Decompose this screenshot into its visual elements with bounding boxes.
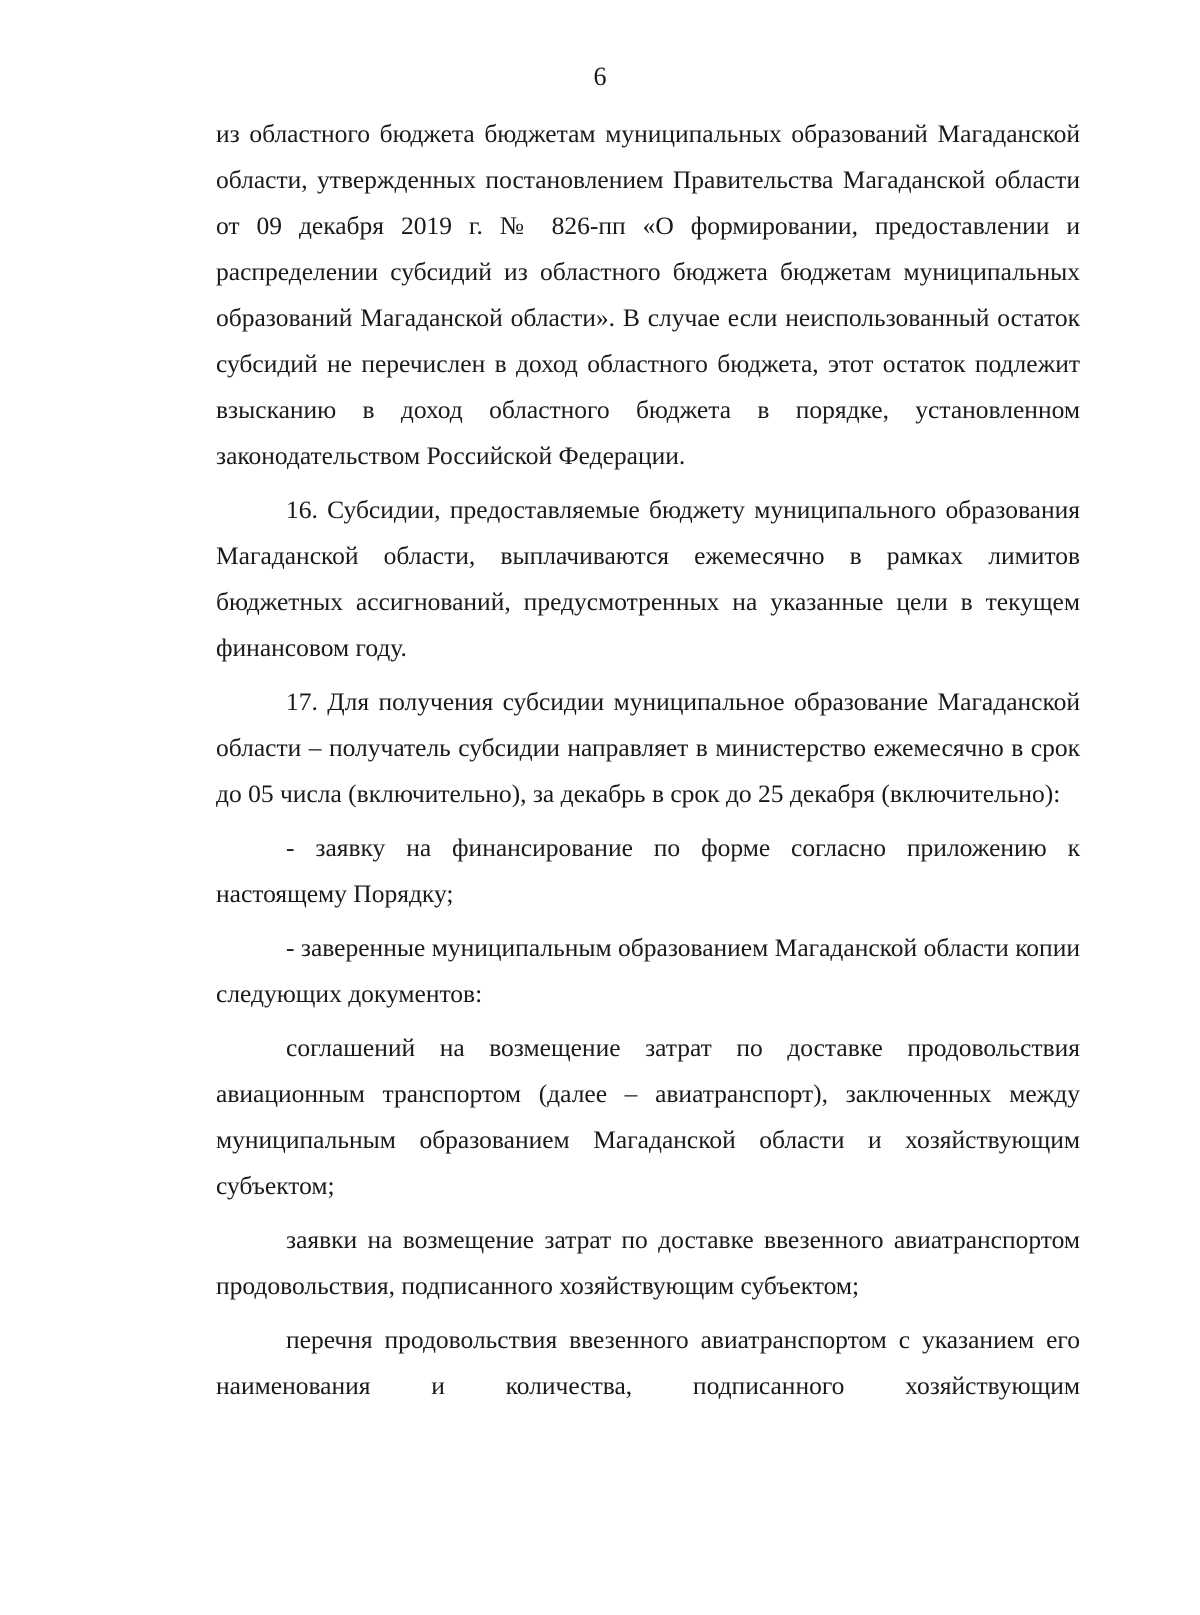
list-item-application: - заявку на финансирование по форме согласно приложению к настоящему Порядку; — [216, 833, 1080, 908]
document-body — [216, 111, 1080, 1409]
sub-item-food-list: перечня продовольствия ввезенного авиатранспортом с указанием его наименования и количества, подписанного хозяйствующим — [216, 1325, 1080, 1400]
paragraph-16: 16. Субсидии, предоставляемые бюджету муниципального образования Магаданской области, выплачиваются ежемесячно в рамках лимитов бюджетных ассигнований, предусмотренных на указанные цели в текущем финансовом году. — [216, 495, 1080, 662]
sub-item-requests: заявки на возмещение затрат по доставке ввезенного авиатранспортом продовольствия, подписанного хозяйствующим субъектом; — [216, 1225, 1080, 1300]
paragraph-17: 17. Для получения субсидии муниципальное образование Магаданской области – получатель субсидии направляет в министерство ежемесячно в срок до 05 числа (включительно), за декабрь в срок до 25 декабря (включительно): — [216, 687, 1080, 808]
paragraph-continuation: из областного бюджета бюджетам муниципальных образований Магаданской области, утвержденных постановлением Правительства Магаданской области от 09 декабря 2019 г. № 826-пп «О формировании, предоставлении и распределении субсидий из областного бюджета бюджетам муниципальных образований Магаданской области». В случае если неиспользованный остаток субсидий не перечислен в доход областного бюджета, этот остаток подлежит взысканию в доход областного бюджета в порядке, установленном законодательством Российской Федерации. — [216, 119, 1080, 470]
list-item-certified-copies: - заверенные муниципальным образованием Магаданской области копии следующих документов: — [216, 933, 1080, 1008]
page-number: 6 — [593, 62, 607, 91]
sub-item-agreements: соглашений на возмещение затрат по доставке продовольствия авиационным транспортом (далее – авиатранспорт), заключенных между муниципальным образованием Магаданской области и хозяйствующим субъектом; — [216, 1033, 1080, 1200]
